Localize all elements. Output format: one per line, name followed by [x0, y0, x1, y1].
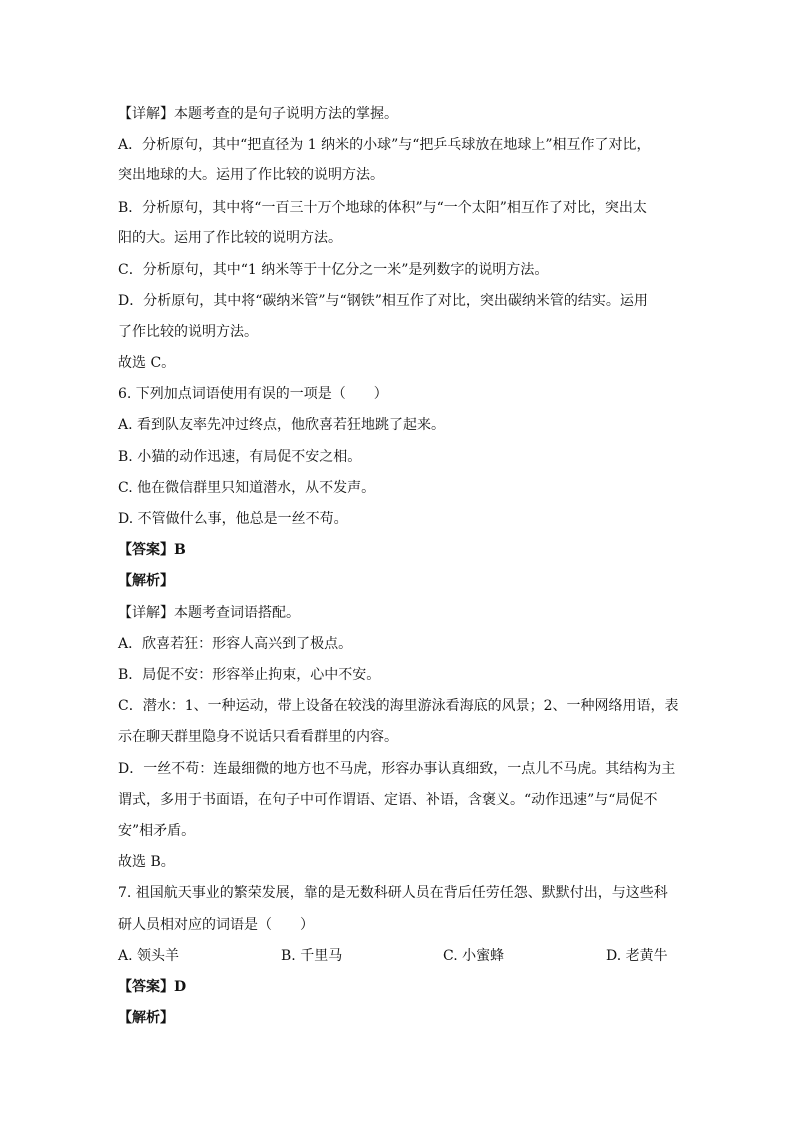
detail-heading-q5: 【详解】本题考查的是句子说明方法的掌握。 — [118, 106, 398, 122]
question-6-option-a: A. 看到队友率先冲过终点，他欣喜若狂地跳了起来。 — [118, 417, 446, 433]
question-6-option-b: B. 小猫的动作迅速，有局促不安之相。 — [118, 449, 362, 465]
detail-line: 谓式，多用于书面语，在句子中可作谓语、定语、补语，含褒义。“动作迅速”与“局促不 — [118, 792, 658, 808]
analysis-label-q6: 【解析】 — [118, 573, 174, 589]
detail-line: 安”相矛盾。 — [118, 823, 196, 839]
detail-line: A．欣喜若狂：形容人高兴到了极点。 — [118, 636, 353, 652]
detail-line: 阳的大。运用了作比较的说明方法。 — [118, 230, 342, 246]
detail-line: B．局促不安：形容举止拘束，心中不安。 — [118, 667, 381, 683]
answer-label-q6: 【答案】B — [118, 542, 186, 558]
detail-line: 了作比较的说明方法。 — [118, 324, 258, 340]
conclusion-line: 故选 B。 — [118, 854, 175, 870]
question-6-stem: 6. 下列加点词语使用有误的一项是（ ） — [118, 386, 388, 402]
detail-line: B．分析原句，其中将“一百三十万个地球的体积”与“一个太阳”相互作了对比，突出太 — [118, 200, 647, 216]
question-7-stem: 7. 祖国航天事业的繁荣发展，靠的是无数科研人员在背后任劳任怨、默默付出，与这些科 — [118, 885, 668, 901]
question-7-option-b: B. 千里马 — [281, 948, 343, 964]
analysis-label-q7: 【解析】 — [118, 1010, 174, 1026]
detail-line: A．分析原句，其中“把直径为 1 纳米的小球”与“把乒乓球放在地球上”相互作了对比， — [118, 137, 651, 153]
detail-line: D．一丝不苟：连最细微的地方也不马虎，形容办事认真细致，一点儿不马虎。其结构为主 — [118, 761, 676, 777]
detail-line: C．分析原句，其中“1 纳米等于十亿分之一米”是列数字的说明方法。 — [118, 262, 549, 278]
question-7-option-c: C. 小蜜蜂 — [443, 948, 505, 964]
detail-line: 示在聊天群里隐身不说话只看看群里的内容。 — [118, 729, 398, 745]
answer-label-q7: 【答案】D — [118, 979, 187, 995]
question-7-option-d: D. 老黄牛 — [606, 948, 668, 964]
detail-line: C．潜水：1、一种运动，带上设备在较浅的海里游泳看海底的风景；2、一种网络用语，表 — [118, 698, 679, 714]
detail-line: 突出地球的大。运用了作比较的说明方法。 — [118, 167, 384, 183]
question-7-option-a: A. 领头羊 — [118, 948, 180, 964]
question-7-stem: 研人员相对应的词语是（ ） — [118, 917, 314, 933]
detail-heading-q6: 【详解】本题考查词语搭配。 — [118, 605, 300, 621]
question-6-option-c: C. 他在微信群里只知道潜水，从不发声。 — [118, 480, 376, 496]
question-6-option-d: D. 不管做什么事，他总是一丝不苟。 — [118, 511, 348, 527]
conclusion-line: 故选 C。 — [118, 355, 176, 371]
detail-line: D．分析原句，其中将“碳纳米管”与“钢铁”相互作了对比，突出碳纳米管的结实。运用 — [118, 293, 648, 309]
